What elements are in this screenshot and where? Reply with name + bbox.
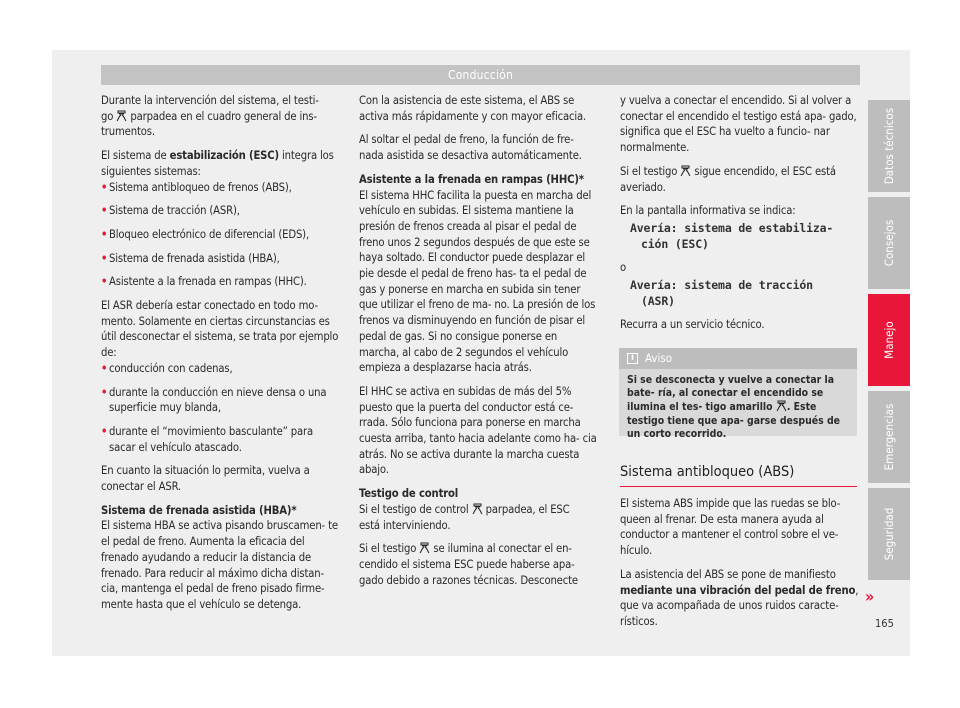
text: siguientes sistemas: (101, 164, 201, 178)
bold-term: mediante una vibración del pedal de freno (620, 583, 856, 597)
list-item: • conducción con cadenas, (101, 361, 341, 377)
page-header: Conducción (101, 65, 860, 85)
paragraph (101, 93, 341, 140)
text: Si el testigo (359, 542, 417, 556)
esc-warning-icon (419, 542, 430, 554)
paragraph: Al soltar el pedal de freno, la función de fre- nada asistida se desactiva automáticamente. (359, 133, 582, 163)
tab-label: Consejos (882, 219, 896, 267)
column-1 (101, 93, 341, 621)
paragraph: En la pantalla informativa se indica: (620, 204, 796, 218)
section-title: Sistema antibloqueo (ABS) (620, 464, 795, 480)
list-item: • Bloqueo electrónico de diferencial (EDS), (101, 227, 341, 243)
text: El sistema de (101, 149, 167, 163)
text: . Este testigo tiene que apa- garse después de un corto recorrido. (627, 401, 840, 440)
text: Durante la intervención del sistema, el testi- (101, 94, 319, 107)
display-message-line: (ASR) (641, 293, 675, 308)
text: cendido el sistema ESC puede haberse apa- gado debido a razones técnicas. Desconecte (359, 557, 578, 587)
display-message-line: Avería: sistema de tracción (630, 278, 813, 293)
list-item: • durante el “movimiento basculante” para sacar el vehículo atascado. (101, 424, 341, 455)
tab-manejo[interactable] (868, 294, 910, 386)
text: Si el testigo (620, 164, 678, 178)
display-message-line: ción (ESC) (641, 236, 709, 251)
paragraph: El sistema HBA se activa pisando bruscamen- te el pedal de freno. Aumenta la eficacia del frenado ayudando a reducir la distancia de frenado. Para reducir al máximo dicha distan- cia, mantenga el pedal de freno pisado firme- mente hasta que el vehículo se detenga. (101, 519, 338, 611)
bold-term: estabilización (ESC) (169, 149, 279, 163)
paragraph (620, 164, 860, 195)
subheading: Asistente a la frenada en rampas (HHC)* (359, 172, 584, 186)
continue-arrow: » (865, 587, 875, 606)
text: Si se desconecta y vuelve a conectar la bate- ría, al conectar el encendido se ilumina el tes- tigo amarillo (627, 374, 835, 414)
section-divider (620, 486, 857, 487)
tab-label: Manejo (882, 321, 896, 359)
page-number: 165 (875, 617, 894, 630)
text: go (101, 109, 114, 123)
list-item: • Sistema antibloqueo de frenos (ABS), (101, 180, 341, 196)
paragraph: Recurra a un servicio técnico. (620, 318, 765, 332)
tab-label: Emergencias (882, 403, 896, 471)
display-message (620, 278, 860, 309)
paragraph (101, 148, 341, 179)
tab-datos-tecnicos[interactable] (868, 100, 910, 192)
list-item: • Sistema de frenada asistida (HBA), (101, 251, 341, 267)
paragraph: El HHC se activa en subidas de más del 5% puesto que la puerta del conductor está ce- rrada. Sólo funciona para ponerse en marcha cuesta arriba, tanto hacia adelante como ha- cia atrás. No se activa durante la marcha cuesta abajo. (359, 384, 597, 477)
list-item: • Asistente a la frenada en rampas (HHC). (101, 274, 341, 290)
info-icon: i (627, 353, 638, 364)
text: parpadea en el cuadro general de ins- (130, 109, 317, 123)
paragraph (620, 567, 860, 630)
list-item: • Sistema de tracción (ASR), (101, 203, 341, 219)
text: se ilumina al conectar el en- (433, 542, 572, 556)
text: sigue encendido, el ESC está (694, 164, 836, 178)
paragraph: y vuelva a conectar el encendido. Si al volver a conectar el encendido el testigo está apa- gado, significa que el ESC ha vuelto a funcio- nar normalmente. (620, 94, 857, 155)
subheading: Testigo de control (359, 487, 459, 501)
text: La asistencia del ABS se pone de manifiesto (620, 567, 836, 581)
tab-seguridad[interactable] (868, 488, 910, 580)
paragraph: Con la asistencia de este sistema, el ABS se activa más rápidamente y con mayor eficacia. (359, 94, 587, 123)
paragraph (359, 541, 599, 588)
paragraph: o (620, 261, 627, 275)
esc-warning-icon (472, 503, 483, 515)
tab-emergencias[interactable] (868, 391, 910, 483)
paragraph (359, 502, 599, 533)
paragraph: El ASR debería estar conectado en todo mo- mento. Solamente en ciertas circunstancias es útil desconectar el sistema, se trata por ejemplo de: (101, 299, 339, 360)
tab-consejos[interactable] (868, 197, 910, 289)
list-item: • durante la conducción en nieve densa o una superficie muy blanda, (101, 385, 341, 416)
tab-label: Seguridad (882, 507, 896, 561)
esc-warning-icon (116, 110, 127, 122)
column-2 (359, 93, 599, 596)
tab-label: Datos técnicos (882, 107, 896, 185)
column-3 (620, 93, 860, 341)
text: parpadea, el ESC (485, 502, 570, 516)
text: averiado. (620, 180, 666, 194)
esc-warning-icon (680, 165, 691, 177)
note-title: Aviso (645, 351, 673, 365)
note-header (619, 348, 857, 369)
paragraph: En cuanto la situación lo permita, vuelva a conectar el ASR. (101, 464, 310, 494)
subheading: Sistema de frenada asistida (HBA)* (101, 503, 297, 517)
section-body (620, 496, 860, 638)
paragraph: El sistema ABS impide que las ruedas se blo- queen al frenar. De esta manera ayuda al conductor a mantener el control sobre el ve- hículo. (620, 497, 841, 558)
text: está interviniendo. (359, 518, 451, 532)
display-message-line: Avería: sistema de estabiliza- (630, 220, 834, 235)
paragraph: El sistema HHC facilita la puesta en marcha del vehículo en subidas. El sistema mantiene la presión de frenos creada al pisar el pedal de freno unos 2 segundos después de que este se haya soltado. El conductor puede desplazar el pie desde el pedal de freno has- ta el pedal de gas y ponerse en marcha en subida sin tener que utilizar el freno de ma- no. La presión de los frenos va disminuyendo en función de pisar el pedal de gas. Si no consigue ponerse en marcha, al cabo de 2 segundos el vehículo empieza a desplazarse hacia atrás. (359, 188, 596, 375)
note-box (619, 348, 857, 440)
display-message (620, 221, 860, 252)
esc-warning-icon (776, 400, 787, 412)
note-body (619, 369, 857, 441)
text: , que va acompañada de unos ruidos caracte- rísticos. (620, 583, 859, 628)
text: trumentos. (101, 125, 155, 139)
text: integra los (282, 149, 334, 163)
text: Si el testigo de control (359, 502, 469, 516)
